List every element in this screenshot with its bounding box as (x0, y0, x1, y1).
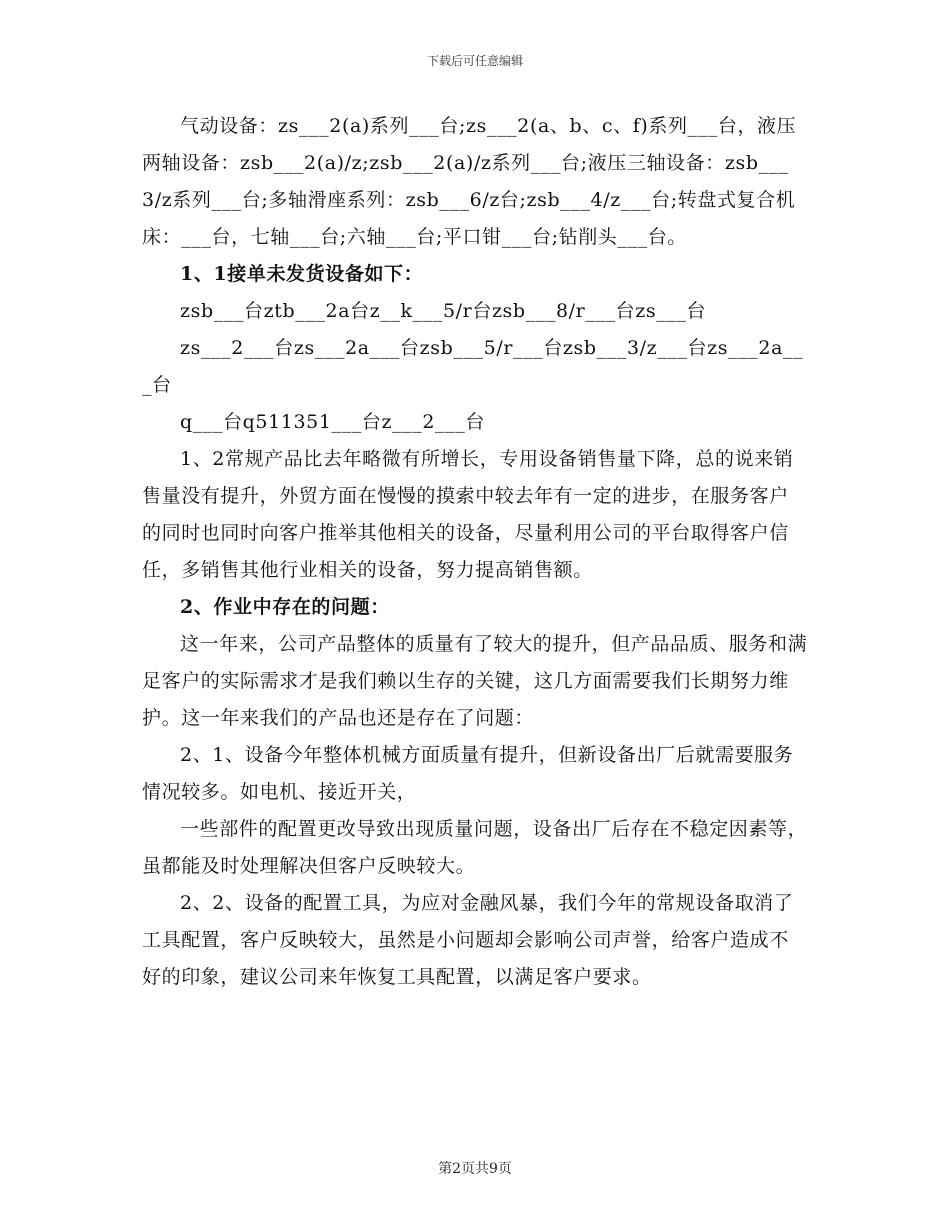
page-header: 下载后可任意编辑 (426, 54, 523, 68)
paragraph-unshipped-line-3: q___台q511351___台z___2___台 (180, 411, 485, 433)
section-heading-unshipped: 1、1接单未发货设备如下： (180, 263, 424, 285)
paragraph-problem-2-1-cont: 一些部件的配置更改导致出现质量问题，设备出厂后存在不稳定因素等，虽都能及时处理解决但客户反映较大。 (142, 818, 808, 877)
paragraph-problem-2-2: 2、2、设备的配置工具，为应对金融风暴，我们今年的常规设备取消了工具配置，客户反映较大，虽然是小问题却会影响公司声誉，给客户造成不好的印象，建议公司来年恢复工具配置，以满足客户要求。 (142, 892, 794, 988)
paragraph-problem-2-1: 2、1、设备今年整体机械方面质量有提升，但新设备出厂后就需要服务情况较多。如电机、接近开关， (142, 744, 794, 803)
paragraph-unshipped-line-2: zs___2___台zs___2a___台zsb___5/r___台zsb___3/z___台zs___2a___台 (142, 337, 804, 396)
section-heading-problems: 2、作业中存在的问题： (180, 596, 390, 618)
page-footer: 第2页共9页 (438, 1161, 512, 1177)
paragraph-equipment-list: 气动设备：zs___2(a)系列___台;zs___2(a、b、c、f)系列___台，液压两轴设备：zsb___2(a)/z;zsb___2(a)/z系列___台;液压三轴设备：zsb___3/z系列___台;多轴滑座系列：zsb___6/z台;zsb___4/z___台;转盘式复合机床：___台，七轴___台;六轴___台;平口钳___台;钻削头___台。 (142, 115, 797, 248)
document-body (142, 108, 808, 996)
paragraph-sales-summary: 1、2常规产品比去年略微有所增长，专用设备销售量下降，总的说来销售量没有提升，外贸方面在慢慢的摸索中较去年有一定的进步，在服务客户的同时也同时向客户推举其他相关的设备，尽量利用公司的平台取得客户信任，多销售其他行业相关的设备，努力提高销售额。 (142, 448, 794, 581)
paragraph-unshipped-line-1: zsb___台ztb___2a台z__k___5/r台zsb___8/r___台zs___台 (180, 300, 707, 322)
paragraph-quality-intro: 这一年来，公司产品整体的质量有了较大的提升，但产品品质、服务和满足客户的实际需求才是我们赖以生存的关键，这几方面需要我们长期努力维护。这一年来我们的产品也还是存在了问题： (142, 633, 808, 729)
